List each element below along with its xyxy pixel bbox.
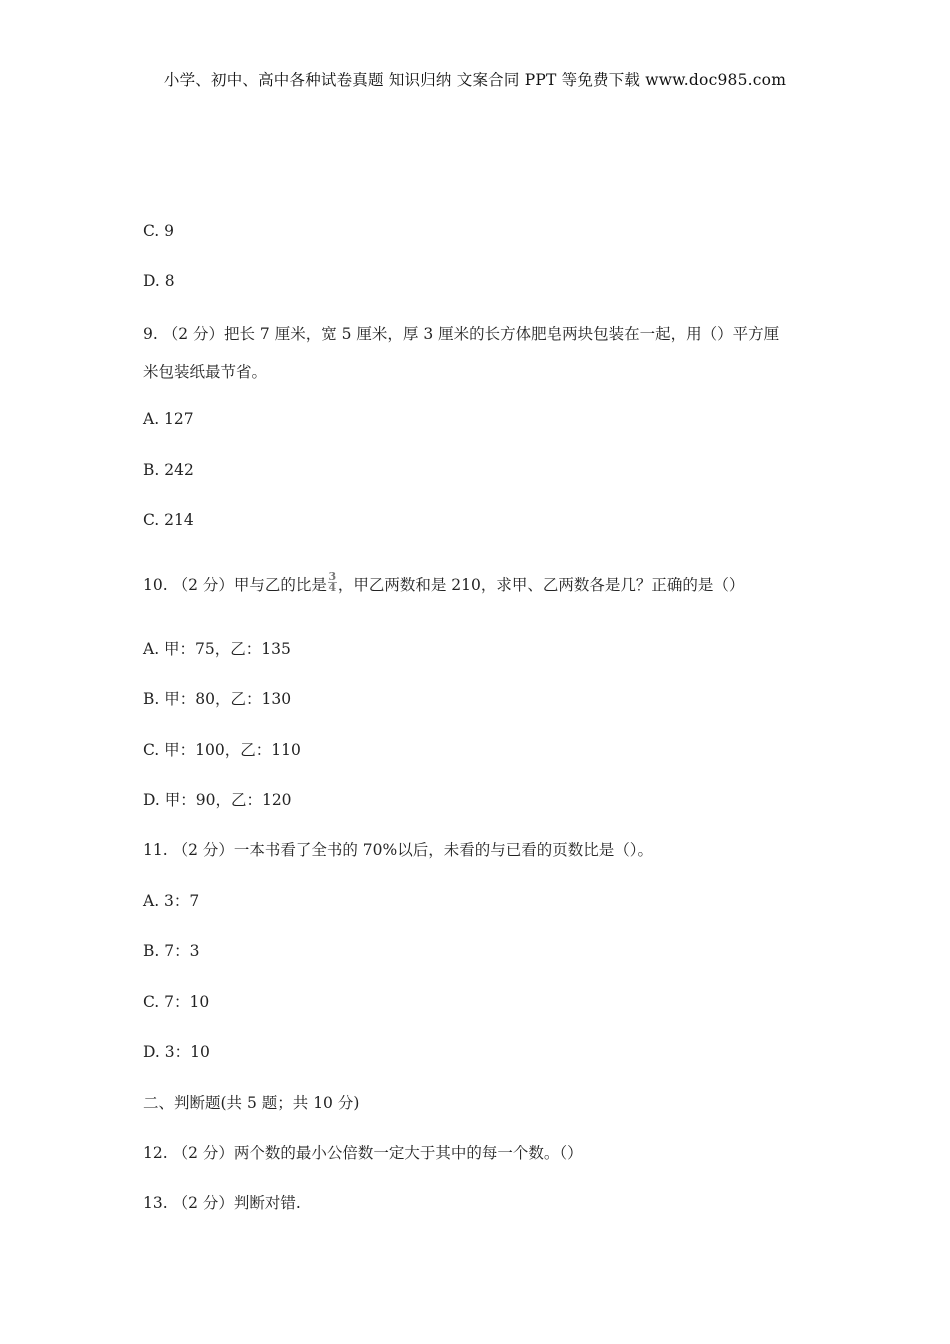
q8-option-d: D. 8 bbox=[143, 272, 175, 290]
fraction-denominator: 4 bbox=[328, 580, 337, 594]
q10-option-b: B. 甲：80，乙：130 bbox=[143, 690, 292, 708]
q10-option-c: C. 甲：100，乙：110 bbox=[143, 741, 301, 759]
q12-stem: 12. （2 分）两个数的最小公倍数一定大于其中的每一个数。（） bbox=[143, 1144, 583, 1162]
q11-option-a: A. 3：7 bbox=[143, 892, 200, 910]
q9-option-b: B. 242 bbox=[143, 461, 194, 479]
q11-option-c: C. 7：10 bbox=[143, 993, 210, 1011]
q9-stem-line2: 米包装纸最节省。 bbox=[143, 363, 268, 381]
q13-stem: 13. （2 分）判断对错. bbox=[143, 1194, 301, 1212]
q9-option-c: C. 214 bbox=[143, 511, 194, 529]
section-heading: 二、判断题(共 5 题；共 10 分) bbox=[143, 1094, 360, 1112]
fraction-three-quarters bbox=[328, 569, 337, 594]
fraction-numerator: 3 bbox=[328, 569, 337, 583]
q10-stem bbox=[143, 569, 745, 597]
q11-option-b: B. 7：3 bbox=[143, 942, 200, 960]
q8-option-c: C. 9 bbox=[143, 222, 175, 240]
q10-stem-suffix: ，甲乙两数和是 210，求甲、乙两数各是几？正确的是（） bbox=[337, 576, 745, 594]
q11-option-d: D. 3：10 bbox=[143, 1043, 210, 1061]
q10-option-d: D. 甲：90，乙：120 bbox=[143, 791, 292, 809]
q9-option-a: A. 127 bbox=[143, 410, 194, 428]
q11-stem: 11. （2 分）一本书看了全书的 70%以后，未看的与已看的页数比是（）。 bbox=[143, 841, 653, 859]
q9-stem-line1: 9. （2 分）把长 7 厘米，宽 5 厘米，厚 3 厘米的长方体肥皂两块包装在一起，用（）平方厘 bbox=[143, 325, 780, 343]
q10-stem-prefix: 10. （2 分）甲与乙的比是 bbox=[143, 576, 327, 594]
page-header: 小学、初中、高中各种试卷真题 知识归纳 文案合同 PPT 等免费下载 www.doc985.com bbox=[163, 71, 787, 89]
q10-option-a: A. 甲：75，乙：135 bbox=[143, 640, 291, 658]
